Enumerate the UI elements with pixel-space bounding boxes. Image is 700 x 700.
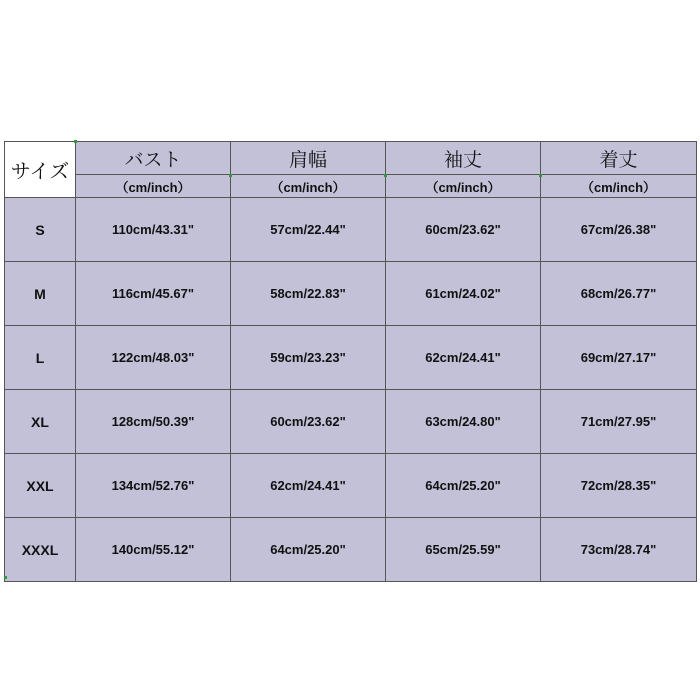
- table-row: [5, 454, 697, 518]
- column-header-bust: バスト: [76, 142, 231, 175]
- corner-marker: [229, 174, 232, 177]
- shoulder-value: 60cm/23.62": [231, 390, 386, 454]
- size-header: サイズ: [5, 142, 76, 198]
- shoulder-value: 58cm/22.83": [231, 262, 386, 326]
- bust-value: 134cm/52.76": [76, 454, 231, 518]
- size-label: XL: [5, 390, 76, 454]
- length-value: 71cm/27.95": [541, 390, 697, 454]
- table-row: [5, 390, 697, 454]
- bust-value: 128cm/50.39": [76, 390, 231, 454]
- bust-value: 122cm/48.03": [76, 326, 231, 390]
- length-value: 73cm/28.74": [541, 518, 697, 582]
- corner-marker: [384, 174, 387, 177]
- shoulder-value: 62cm/24.41": [231, 454, 386, 518]
- corner-marker: [74, 140, 77, 143]
- size-label: XXL: [5, 454, 76, 518]
- corner-marker: [539, 174, 542, 177]
- size-label: M: [5, 262, 76, 326]
- size-label: XXXL: [5, 518, 76, 582]
- shoulder-value: 57cm/22.44": [231, 198, 386, 262]
- table-row: [5, 518, 697, 582]
- sleeve-value: 63cm/24.80": [386, 390, 541, 454]
- sleeve-value: 65cm/25.59": [386, 518, 541, 582]
- length-value: 68cm/26.77": [541, 262, 697, 326]
- table-row: [5, 198, 697, 262]
- size-label: S: [5, 198, 76, 262]
- table-row: [5, 326, 697, 390]
- bust-value: 140cm/55.12": [76, 518, 231, 582]
- unit-label: （cm/inch）: [76, 175, 231, 198]
- sleeve-value: 62cm/24.41": [386, 326, 541, 390]
- size-label: L: [5, 326, 76, 390]
- unit-label: （cm/inch）: [386, 175, 541, 198]
- shoulder-value: 64cm/25.20": [231, 518, 386, 582]
- length-value: 72cm/28.35": [541, 454, 697, 518]
- column-header-length: 着丈: [541, 142, 697, 175]
- column-header-shoulder: 肩幅: [231, 142, 386, 175]
- unit-label: （cm/inch）: [231, 175, 386, 198]
- sleeve-value: 60cm/23.62": [386, 198, 541, 262]
- table-row: [5, 262, 697, 326]
- unit-row: [5, 175, 697, 198]
- unit-label: （cm/inch）: [541, 175, 697, 198]
- corner-marker: [4, 576, 7, 579]
- bust-value: 110cm/43.31": [76, 198, 231, 262]
- size-chart-table: [4, 141, 697, 582]
- length-value: 67cm/26.38": [541, 198, 697, 262]
- bust-value: 116cm/45.67": [76, 262, 231, 326]
- sleeve-value: 61cm/24.02": [386, 262, 541, 326]
- shoulder-value: 59cm/23.23": [231, 326, 386, 390]
- sleeve-value: 64cm/25.20": [386, 454, 541, 518]
- column-header-sleeve: 袖丈: [386, 142, 541, 175]
- header-row: [5, 142, 697, 175]
- length-value: 69cm/27.17": [541, 326, 697, 390]
